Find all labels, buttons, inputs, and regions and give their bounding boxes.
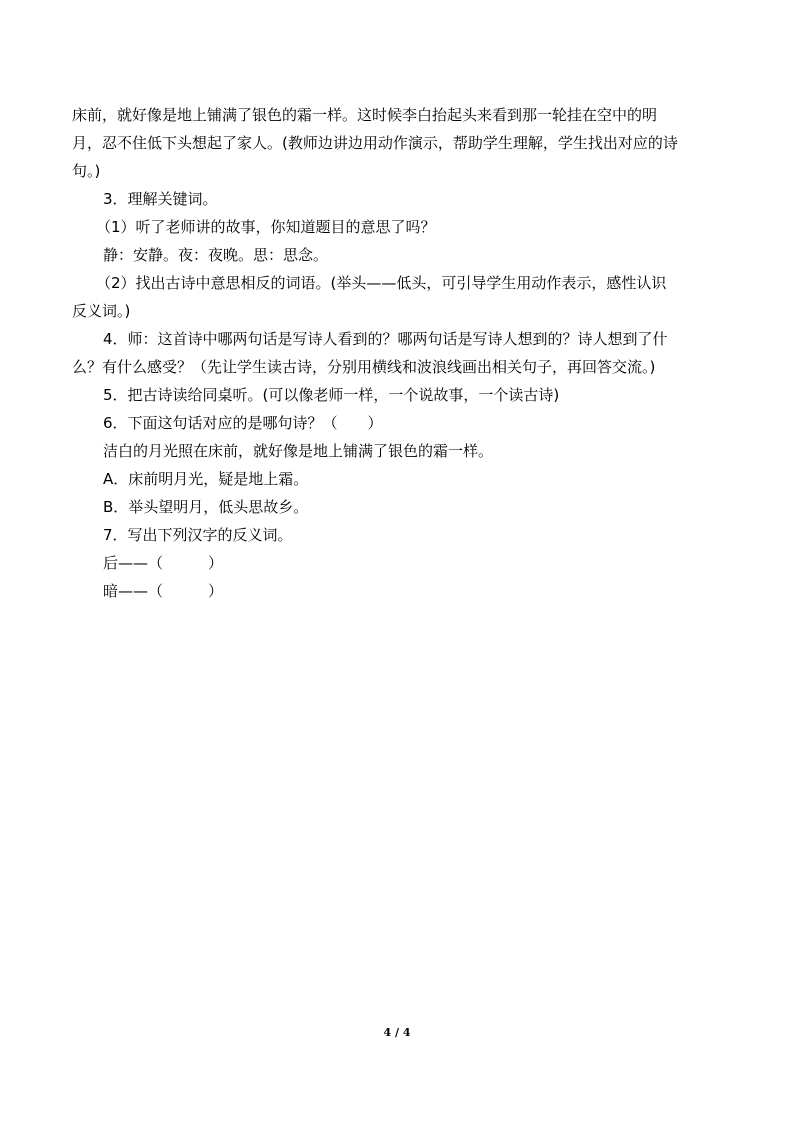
step-3-heading: 3．理解关键词。 [103, 190, 218, 208]
step-5-instruction: 5．把古诗读给同桌听。(可以像老师一样，一个说故事，一个读古诗) [103, 386, 560, 404]
page-number: 4 / 4 [383, 1026, 411, 1039]
antonym-item-1: 后——（ ） [103, 554, 224, 572]
option-a: A．床前明月光，疑是地上霜。 [103, 470, 309, 488]
exercise-7-question: 7．写出下列汉字的反义词。 [103, 526, 293, 544]
option-b: B．举头望明月，低头思故乡。 [103, 498, 309, 516]
exercise-6-sentence: 洁白的月光照在床前，就好像是地上铺满了银色的霜一样。 [103, 442, 494, 460]
text-line: 月，忍不住低下头想起了家人。(教师边讲边用动作演示，帮助学生理解，学生找出对应的诗 [72, 134, 678, 152]
text-line: 床前，就好像是地上铺满了银色的霜一样。这时候李白抬起头来看到那一轮挂在空中的明 [72, 106, 658, 124]
sub-question-2: （2）找出古诗中意思相反的词语。(举头——低头，可引导学生用动作表示，感性认识 [96, 274, 667, 292]
word-meanings: 静：安静。夜：夜晚。思：思念。 [103, 246, 329, 264]
text-line: 反义词。) [72, 302, 131, 320]
document-body [72, 101, 724, 605]
text-line: 句。) [72, 162, 101, 180]
antonym-item-2: 暗——（ ） [103, 582, 224, 600]
exercise-6-question: 6．下面这句话对应的是哪句诗？（ ） [103, 414, 383, 432]
step-4-question: 4．师：这首诗中哪两句话是写诗人看到的？哪两句话是写诗人想到的？诗人想到了什 [103, 330, 668, 348]
text-line: 么？有什么感受？（先让学生读古诗，分别用横线和波浪线画出相关句子，再回答交流。) [72, 358, 656, 376]
sub-question-1: （1）听了老师讲的故事，你知道题目的意思了吗？ [96, 218, 436, 236]
